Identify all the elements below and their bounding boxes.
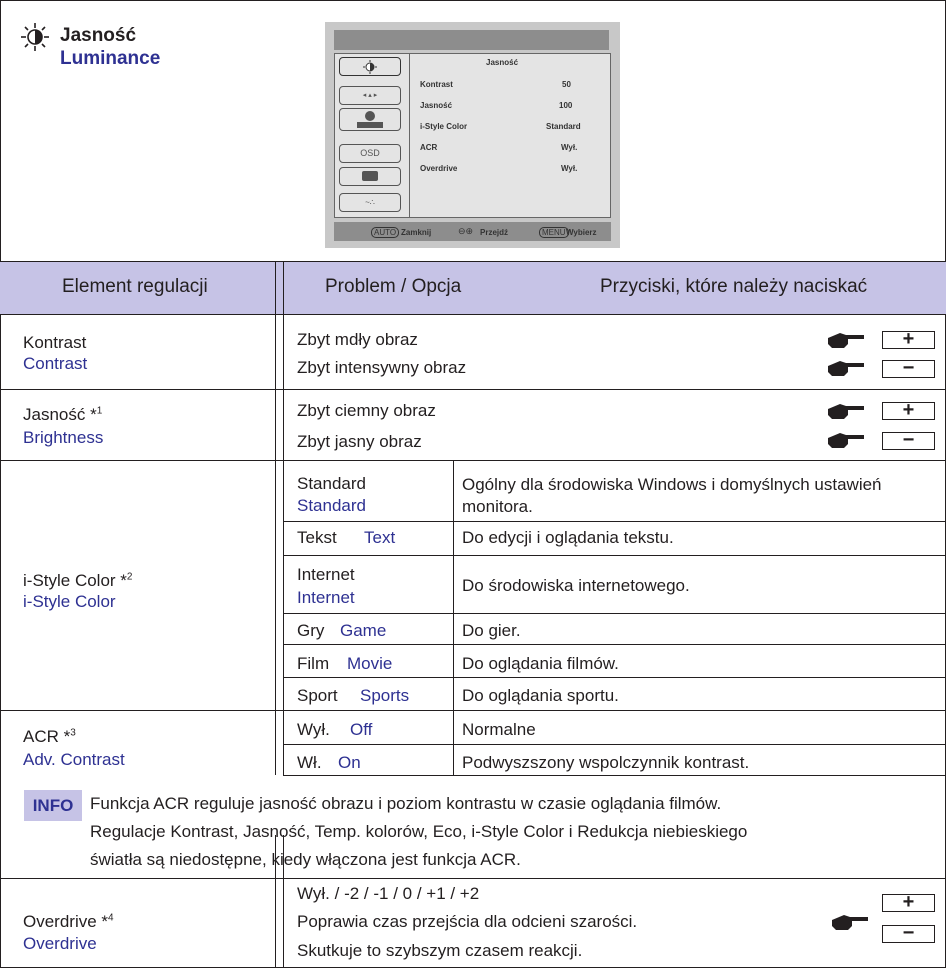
brightness-option: Zbyt ciemny obraz (297, 401, 436, 420)
istyle-label (23, 571, 132, 591)
osd-row-label: Overdrive (420, 164, 458, 173)
istyle-option-desc: Ogólny dla środowiska Windows i domyślnych ustawień monitora. (462, 475, 882, 516)
osd-menu-tools: ~∴ (339, 193, 401, 212)
osd-top-bar (334, 30, 609, 50)
contrast-label: Kontrast (23, 333, 87, 352)
osd-menu-osd: OSD (339, 144, 401, 163)
osd-row-label: i-Style Color (420, 122, 468, 131)
istyle-option-pl: Sport (297, 686, 338, 705)
osd-row-label: Jasność (420, 101, 453, 110)
brightness-label-text: Jasność * (23, 405, 97, 424)
info-badge: INFO (24, 790, 82, 821)
brightness-option: Zbyt jasny obraz (297, 432, 422, 451)
istyle-option-desc: Do środowiska internetowego. (462, 576, 690, 595)
istyle-option-pl: Internet (297, 565, 355, 584)
osd-auto-key: AUTO (371, 227, 399, 238)
overdrive-option: Wył. / -2 / -1 / 0 / +1 / +2 (297, 884, 480, 903)
header-col-element: Element regulacji (62, 276, 208, 297)
acr-option-desc: Podwyszszony wspolczynnik kontrast. (462, 753, 750, 772)
osd-row-value: Standard (546, 122, 581, 131)
brightness-label-en: Brightness (23, 428, 104, 447)
minus-button[interactable]: − (882, 925, 935, 943)
osd-menu-position: ◂ ▴ ▸ (339, 86, 401, 105)
brightness-icon (20, 22, 50, 52)
istyle-option-pl: Film (297, 654, 330, 673)
osd-panel (409, 54, 612, 217)
osd-row-value: Wył. (561, 164, 578, 173)
istyle-option-en: Internet (297, 588, 355, 607)
osd-row-value: 100 (559, 101, 573, 110)
osd-row-label: Kontrast (420, 80, 453, 89)
overdrive-label-text: Overdrive * (23, 912, 109, 931)
istyle-note: 2 (126, 571, 133, 583)
istyle-option-desc: Do oglądania sportu. (462, 686, 619, 705)
header-col-problem: Problem / Opcja (325, 276, 462, 297)
osd-row-value: 50 (562, 80, 571, 89)
osd-row-value: Wył. (561, 143, 578, 152)
istyle-option-en: Text (364, 528, 396, 547)
istyle-option-pl: Tekst (297, 528, 337, 547)
hand-pointer-icon (826, 430, 866, 450)
osd-body (334, 53, 611, 218)
acr-option-desc: Normalne (462, 720, 536, 739)
istyle-option-en: Movie (347, 654, 393, 673)
page-title-pl: Jasność (60, 25, 137, 46)
osd-nav-label: Przejdź (480, 228, 509, 237)
acr-option-en: Off (350, 720, 373, 739)
hand-pointer-icon (826, 401, 866, 421)
osd-menu-display (339, 167, 401, 186)
acr-label (23, 727, 76, 747)
istyle-label-text: i-Style Color * (23, 571, 127, 590)
brightness-label (23, 405, 102, 425)
page-title-en: Luminance (60, 48, 161, 69)
istyle-option-desc: Do oglądania filmów. (462, 654, 619, 673)
plus-button[interactable]: + (882, 402, 935, 420)
minus-button[interactable]: − (882, 360, 935, 378)
contrast-option: Zbyt intensywny obraz (297, 358, 467, 377)
osd-auto-label: Zamknij (401, 228, 432, 237)
hand-pointer-icon (830, 912, 870, 932)
hand-pointer-icon (826, 358, 866, 378)
info-text: Regulacje Kontrast, Jasność, Temp. kolorów, Eco, i-Style Color i Redukcja niebieskiego (90, 822, 748, 841)
header-col-buttons: Przyciski, które należy naciskać (600, 276, 868, 297)
minus-button[interactable]: − (882, 432, 935, 450)
acr-note: 3 (70, 727, 76, 739)
istyle-option-desc: Do edycji i oglądania tekstu. (462, 528, 674, 547)
acr-option-pl: Wył. (297, 720, 330, 739)
acr-label-en: Adv. Contrast (23, 750, 125, 769)
istyle-option-en: Game (340, 621, 387, 640)
contrast-option: Zbyt mdły obraz (297, 330, 418, 349)
istyle-option-en: Standard (297, 496, 366, 515)
overdrive-label-en: Overdrive (23, 934, 97, 953)
acr-option-en: On (338, 753, 361, 772)
acr-label-text: ACR * (23, 727, 71, 746)
acr-option-pl: Wł. (297, 753, 322, 772)
osd-menu-color (339, 108, 401, 131)
info-text: Funkcja ACR reguluje jasność obrazu i poziom kontrastu w czasie oglądania filmów. (90, 794, 722, 813)
overdrive-note: 4 (108, 912, 114, 924)
istyle-option-pl: Standard (297, 474, 366, 493)
istyle-option-en: Sports (360, 686, 410, 705)
info-text: światła są niedostępne, kiedy włączona jest funkcja ACR. (90, 850, 521, 869)
istyle-option-pl: Gry (297, 621, 325, 640)
osd-menu-label: Wybierz (566, 228, 597, 237)
hand-pointer-icon (826, 330, 866, 350)
contrast-label-en: Contrast (23, 354, 88, 373)
osd-footer (334, 222, 611, 241)
osd-menu-key: MENU (539, 227, 569, 238)
istyle-option-desc: Do gier. (462, 621, 521, 640)
brightness-note: 1 (96, 405, 103, 417)
osd-screenshot (325, 22, 620, 248)
osd-nav-keys: ⊖⊕ (458, 226, 474, 236)
plus-button[interactable]: + (882, 894, 935, 912)
plus-button[interactable]: + (882, 331, 935, 349)
osd-panel-title: Jasność (486, 58, 519, 67)
osd-menu-brightness (339, 57, 401, 76)
istyle-label-en: i-Style Color (23, 592, 116, 611)
overdrive-option: Skutkuje to szybszym czasem reakcji. (297, 941, 583, 960)
overdrive-option: Poprawia czas przejścia dla odcieni szarości. (297, 912, 638, 931)
overdrive-label (23, 912, 114, 932)
osd-row-label: ACR (420, 143, 438, 152)
